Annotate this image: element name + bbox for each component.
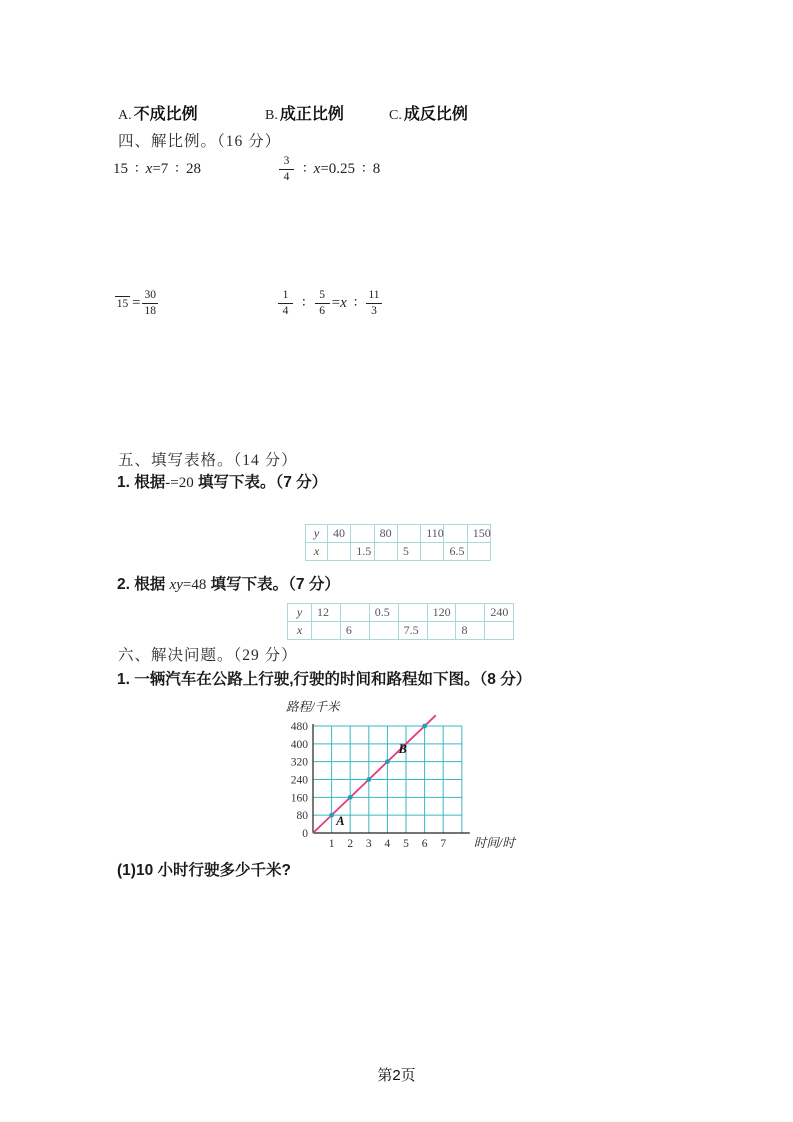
data-point bbox=[422, 724, 427, 729]
table1-caption-prefix: 1. 根据 bbox=[117, 474, 166, 491]
option-b-letter: B. bbox=[265, 108, 278, 123]
table-cell: 1.5 bbox=[351, 543, 374, 561]
ratio-colon: ∶ bbox=[302, 295, 306, 311]
table-cell: 40 bbox=[328, 525, 351, 543]
option-c bbox=[389, 101, 468, 124]
ratio-colon: ∶ bbox=[175, 161, 179, 177]
table1-caption-formula: -=20 bbox=[165, 475, 194, 491]
page-number: 第2页 bbox=[377, 1067, 416, 1084]
section4-heading: 四、解比例。（16 分） bbox=[118, 133, 282, 150]
equation-3 bbox=[113, 286, 160, 320]
equation-text: x bbox=[340, 294, 347, 311]
ratio-colon: ∶ bbox=[353, 295, 358, 311]
y-tick-label: 160 bbox=[290, 792, 308, 805]
y-tick-label: 0 bbox=[302, 828, 308, 840]
option-b bbox=[265, 101, 344, 124]
x-tick-label: 3 bbox=[365, 838, 372, 850]
row-header: y bbox=[288, 604, 312, 622]
table-cell: 8 bbox=[456, 622, 485, 640]
table-cell: 80 bbox=[374, 525, 397, 543]
x-tick-label: 1 bbox=[328, 838, 335, 850]
chart-svg bbox=[278, 698, 530, 858]
x-tick-label: 4 bbox=[384, 838, 391, 850]
option-a bbox=[118, 101, 198, 124]
x-tick-label: 6 bbox=[421, 838, 428, 850]
table-cell bbox=[427, 622, 456, 640]
ratio-colon: ∶ bbox=[135, 161, 139, 177]
fraction: $\frac{11}{3}$ bbox=[368, 289, 380, 317]
equation-text: 28 bbox=[185, 160, 201, 177]
table-cell bbox=[421, 543, 444, 561]
section6-heading: 六、解决问题。（29 分） bbox=[118, 647, 298, 664]
x-axis-label: 时间/时 bbox=[473, 836, 515, 850]
row-header: y bbox=[306, 525, 328, 543]
table2-caption-suffix: 填写下表。（7 分） bbox=[206, 576, 340, 593]
y-tick-label: 240 bbox=[290, 774, 308, 787]
table-cell: 120 bbox=[427, 604, 456, 622]
table-cell bbox=[369, 622, 398, 640]
table-cell: 12 bbox=[312, 604, 341, 622]
proportion-table-1 bbox=[305, 524, 491, 561]
ratio-colon: ∶ bbox=[362, 161, 366, 177]
y-tick-label: 480 bbox=[290, 721, 308, 734]
option-b-label: 成正比例 bbox=[279, 106, 344, 123]
data-point bbox=[385, 759, 390, 764]
fraction: 15 bbox=[115, 295, 130, 310]
table2-caption bbox=[117, 572, 340, 594]
table-cell bbox=[398, 604, 427, 622]
equation-text: x=7 bbox=[145, 160, 169, 177]
table-cell bbox=[456, 604, 485, 622]
point-label-b: B bbox=[398, 741, 407, 756]
row-header: x bbox=[306, 543, 328, 561]
equation-text: = bbox=[331, 294, 341, 311]
table-cell: 6 bbox=[340, 622, 369, 640]
table-cell: 110 bbox=[421, 525, 444, 543]
distance-time-chart bbox=[278, 698, 530, 858]
table2-caption-formula: xy=48 bbox=[169, 577, 207, 593]
fraction: $\frac{30}{18}$ bbox=[144, 289, 156, 317]
question-1-1: (1)10 小时行驶多少千米? bbox=[117, 862, 291, 879]
fraction: $\frac{5}{6}$ bbox=[315, 289, 330, 316]
y-tick-label: 80 bbox=[296, 810, 308, 823]
table-cell bbox=[397, 525, 420, 543]
section6-item1: 1. 一辆汽车在公路上行驶,行驶的时间和路程如下图。（8 分） bbox=[117, 671, 532, 688]
table-cell bbox=[340, 604, 369, 622]
section5-heading: 五、填写表格。（14 分） bbox=[118, 452, 298, 469]
row-header: x bbox=[288, 622, 312, 640]
x-tick-label: 7 bbox=[440, 838, 447, 850]
table-cell: 7.5 bbox=[398, 622, 427, 640]
option-a-label: 不成比例 bbox=[133, 106, 198, 123]
table-cell bbox=[444, 525, 467, 543]
table-cell: 150 bbox=[467, 525, 490, 543]
table-row bbox=[306, 543, 491, 561]
y-axis-label: 路程/千米 bbox=[286, 700, 340, 714]
table-row bbox=[288, 604, 514, 622]
table-cell bbox=[467, 543, 490, 561]
proportion-table-2 bbox=[287, 603, 514, 640]
table-cell bbox=[312, 622, 341, 640]
fraction: $\frac{1}{4}$ bbox=[278, 289, 293, 316]
table-cell: 0.5 bbox=[369, 604, 398, 622]
option-a-letter: A. bbox=[118, 108, 132, 123]
ratio-colon: ∶ bbox=[303, 161, 307, 177]
option-c-letter: C. bbox=[389, 108, 402, 123]
table-cell bbox=[485, 622, 514, 640]
equation-2 bbox=[277, 152, 380, 186]
x-tick-label: 5 bbox=[403, 838, 409, 850]
equation-text: = bbox=[132, 294, 141, 311]
table-cell bbox=[374, 543, 397, 561]
equation-text: x=0.25 bbox=[313, 160, 356, 177]
table2-caption-prefix: 2. 根据 bbox=[117, 576, 170, 593]
data-point bbox=[366, 777, 371, 782]
equation-4 bbox=[276, 286, 384, 320]
equation-text: 15 bbox=[113, 160, 128, 177]
equation-text: 8 bbox=[372, 160, 381, 177]
table1-caption-suffix: 填写下表。（7 分） bbox=[193, 474, 328, 491]
table-cell: 6.5 bbox=[444, 543, 467, 561]
table-row bbox=[306, 525, 491, 543]
equation-1 bbox=[113, 152, 201, 186]
x-tick-label: 2 bbox=[347, 838, 354, 850]
point-label-a: A bbox=[336, 813, 345, 828]
table-cell bbox=[351, 525, 374, 543]
data-point bbox=[348, 795, 353, 800]
option-c-label: 成反比例 bbox=[403, 106, 468, 123]
data-point bbox=[329, 813, 334, 818]
table-cell: 5 bbox=[397, 543, 420, 561]
y-tick-label: 400 bbox=[290, 738, 308, 751]
y-tick-label: 320 bbox=[290, 756, 308, 769]
table1-caption bbox=[117, 470, 327, 492]
table-cell: 240 bbox=[485, 604, 514, 622]
fraction: $\frac{3}{4}$ bbox=[279, 155, 294, 182]
table-row bbox=[288, 622, 514, 640]
table-cell bbox=[328, 543, 351, 561]
